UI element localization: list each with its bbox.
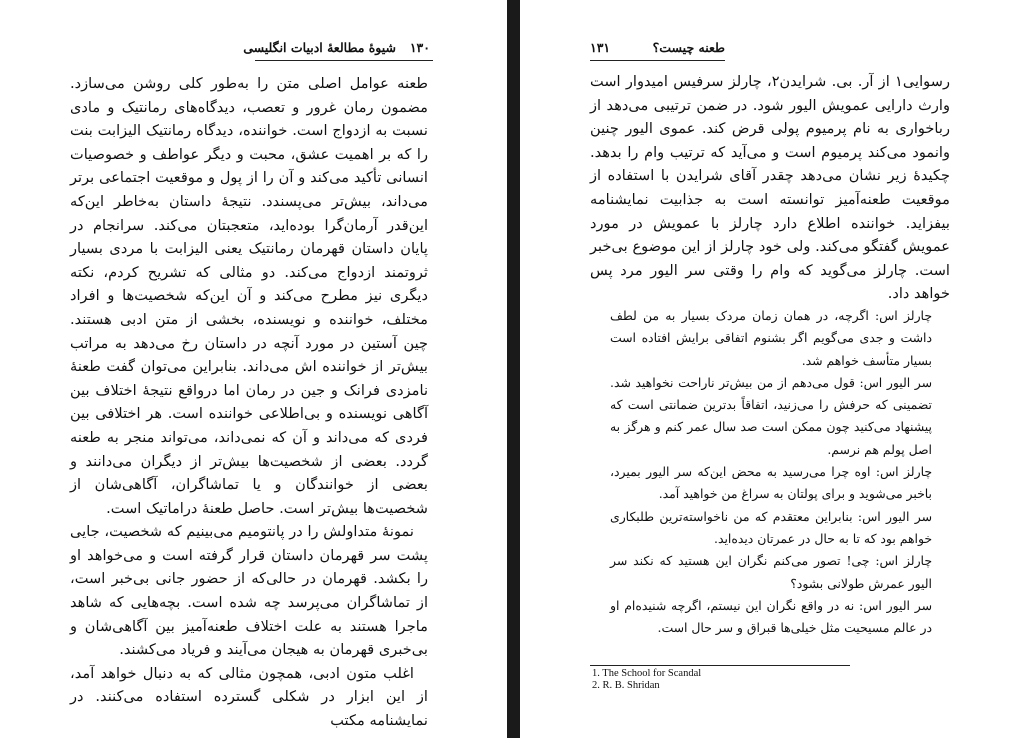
- dialogue-line-1: چارلز اس: اگرچه، در همان زمان مردک بسیار به من لطف داشت و جدی می‌گویم اگر بشنوم اتفاقی برایش افتاده است بسیار متأسف خواهم شد.: [610, 308, 932, 368]
- dialogue-line-4: سر الیور اس: بنابراین معتقدم که من ناخواسته‌ترین طلبکاری خواهم بود که تا به حال در عمرتان دیده‌اید.: [610, 508, 932, 546]
- right-page: [520, 0, 1024, 738]
- book-spine: [507, 0, 520, 738]
- dialogue-block: [610, 305, 932, 639]
- dialogue-line-5: چارلز اس: چی! تصور می‌کنم نگران این هستید که نکند سر الیور عمرش طولانی بشود؟: [610, 553, 932, 591]
- left-page: [0, 0, 507, 738]
- footnote-1: 1. The School for Scandal: [592, 668, 702, 679]
- dialogue-line-3: چارلز اس: اوه چرا می‌رسید به محض این‌که سر الیور بمیرد، باخبر می‌شوید و برای پولتان به سراغ من خواهید آمد.: [610, 464, 932, 502]
- footnote-rule: [590, 665, 850, 666]
- right-page-number: ۱۳۱: [590, 40, 611, 55]
- left-running-title: شیوهٔ مطالعهٔ ادبیات انگلیسی: [243, 40, 396, 55]
- right-running-title: طعنه چیست؟: [652, 40, 725, 55]
- dialogue-line-6: سر الیور اس: نه در واقع نگران این نیستم، اگرچه شنیده‌ام او در عالم مسیحیت مثل خیلی‌ها قبراق و سر حال است.: [610, 597, 932, 636]
- footnotes: [592, 668, 701, 692]
- dialogue-line-2: سر الیور اس: قول می‌دهم از من بیش‌تر ناراحت نخواهید شد. تضمینی که حرفش را می‌زنید، اتفاقاً بدترین ضمانتی است که پیشنهاد می‌کنید چون ممکن است صد سال عمر کنم و هرگز به اصل پولم هم نرسم.: [610, 374, 932, 457]
- right-intro-paragraph: رسوایی۱ از آر. بی. شرایدن۲، چارلز سرفیس امیدوار است وارث دارایی عمویش الیور شود. در ضمن ترتیبی می‌دهد از رباخواری به نام پرمیوم پولی قرض کند. عموی الیور چنین وانمود می‌کند پرمیوم است و می‌آید که ترتیب وام را بدهد. چکیدهٔ زیر نشان می‌دهد چقدر آقای شرایدن با استفاده از موقعیت طعنه‌آمیز توانسته است به جذابیت نمایشنامه بیفزاید. خواننده اطلاع دارد چارلز با عمویش در مورد عمویش گفتگو می‌کند. ولی خود چارلز از این موضوع بی‌خبر است. چارلز می‌گوید که وام را وقتی سر الیور مرد پس خواهد داد.: [590, 73, 950, 303]
- right-header-rule: [590, 60, 725, 61]
- left-page-number: ۱۳۰: [409, 40, 430, 55]
- footnote-2: 2. R. B. Shridan: [592, 680, 660, 691]
- left-paragraph-2: نمونهٔ متداولش را در پانتومیم می‌بینیم که شخصیت، جایی پشت سر قهرمان داستان قرار گرفته است و می‌خواهد او را بکشد. قهرمان در حالی‌که از حضور جانی بی‌خبر است، از تماشاگران می‌پرسد چه شده است. بچه‌هایی که شاهد ماجرا هستند به علت اختلاف طعنه‌آمیز بین آگاهی‌شان و بی‌خبری قهرمان به هیجان می‌آیند و فریاد می‌کشند.: [70, 523, 428, 659]
- left-paragraph-1: طعنه عوامل اصلی متن را به‌طور کلی روشن می‌سازد. مضمون رمان غرور و تعصب، دیدگاه‌های رمانتیک و مادی نسبت به ازدواج است. خواننده، دیدگاه رمانتیک الیزابت بنت را که بر اهمیت عشق، محبت و دیگر عواطف و خصوصیات انسانی تأکید می‌کند و آن را از پول و موقعیت اجتماعی برتر می‌داند، بیش‌تر می‌پسندد. نتیجهٔ داستان به‌خاطر این‌که این‌قدر آرمان‌گرا بوده‌اید، متعجبتان می‌کند. سرانجام در پایان داستان قهرمان رمانتیک یعنی الیزابت با مردی بسیار ثروتمند ازدواج می‌کند. دو مثالی که تشریح کردم، نکته دیگری نیز مطرح می‌کند و آن این‌که شخصیت‌ها و افراد مختلف، خواننده و نویسنده، بخشی از متن ادبی هستند. چین آستین در مورد آنچه در داستان رخ می‌دهد به مراتب بیش‌تر از خواننده اش می‌داند. بنابراین می‌توان گفت طعنهٔ نامزدی فرانک و جین در رمان اما درواقع نتیجهٔ اختلاف بین آگاهی نویسنده و بی‌اطلاعی خواننده است. هر اختلافی بین فردی که می‌داند و آن که نمی‌داند، می‌تواند منجر به طعنه گردد. بعضی از شخصیت‌ها بیش‌تر از دیگران می‌دانند و بعضی از خوانندگان و یا تماشاگران، آگاهی‌شان از شخصیت‌ها بیش‌تر است. حاصل طعنهٔ دراماتیک است.: [70, 75, 428, 517]
- left-header-rule: [255, 60, 433, 61]
- right-running-header: [590, 40, 725, 58]
- right-intro-text: [590, 70, 950, 306]
- left-paragraph-3: اغلب متون ادبی، همچون مثالی که به دنبال خواهد آمد، از این ابزار در شکلی گسترده استفاده می‌کنند. در نمایشنامه مکتب: [70, 664, 428, 730]
- left-body-text: [70, 72, 428, 733]
- left-running-header: [243, 40, 430, 58]
